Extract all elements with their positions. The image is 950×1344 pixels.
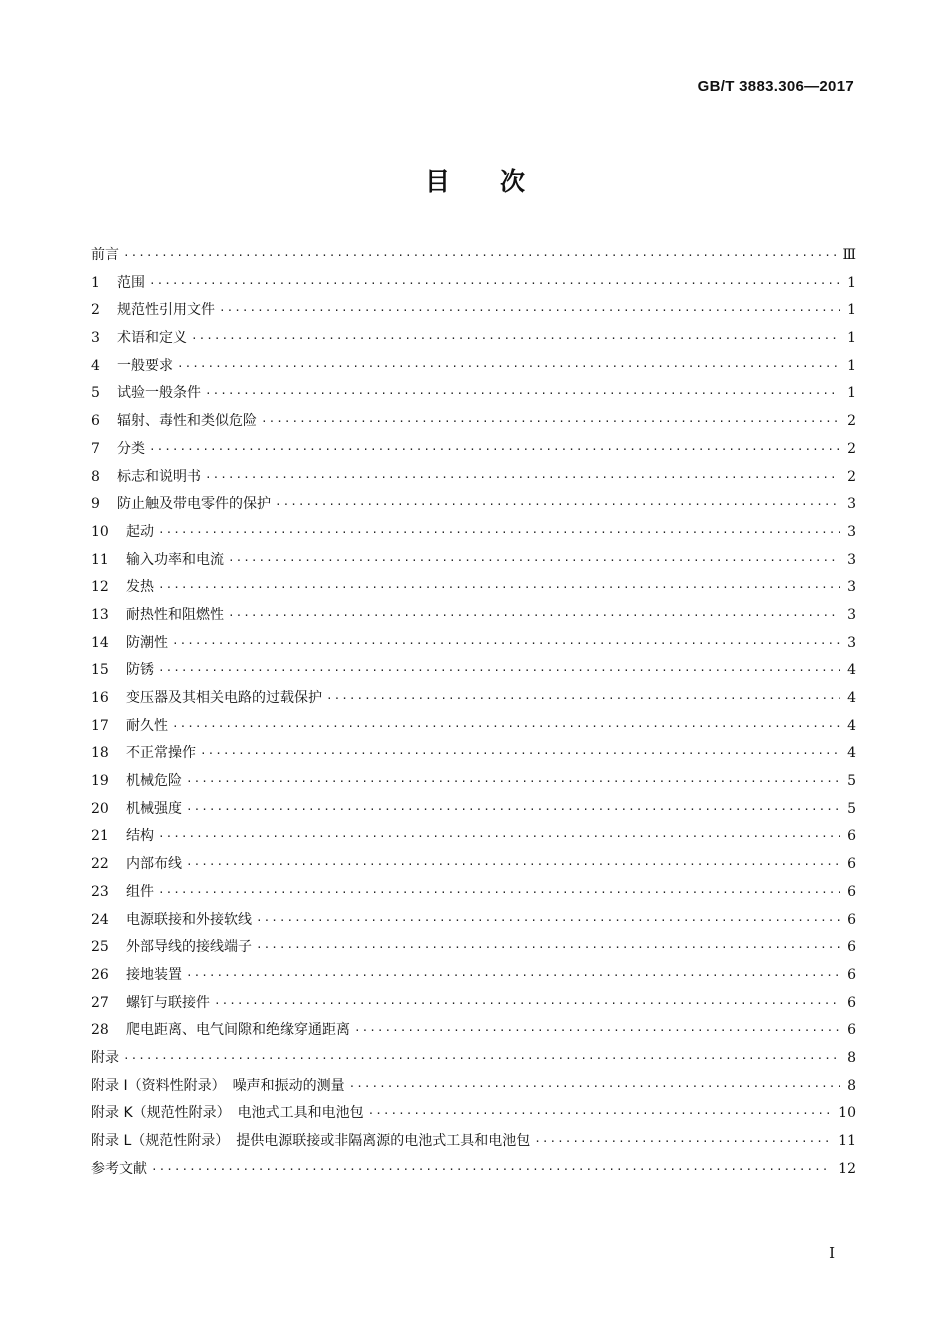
toc-entry-page: 1 bbox=[847, 302, 856, 319]
toc-entry-number: 20 bbox=[91, 800, 109, 817]
toc-entry[interactable] bbox=[91, 547, 856, 575]
toc-entry-title: 辐射、毒性和类似危险 bbox=[117, 413, 257, 430]
toc-entry-number: 9 bbox=[91, 496, 100, 513]
toc-entry-page: 4 bbox=[847, 717, 856, 734]
toc-entry-number: 17 bbox=[91, 717, 109, 734]
toc-entry-number: 10 bbox=[91, 523, 109, 540]
toc-entry-number: 19 bbox=[91, 773, 109, 790]
toc-entry-number: 23 bbox=[91, 883, 109, 900]
toc-leader-dots bbox=[205, 380, 840, 408]
toc-entry-number: 6 bbox=[91, 413, 100, 430]
toc-entry-page: 5 bbox=[847, 800, 856, 817]
toc-entry-title: 附录 bbox=[91, 1049, 119, 1066]
toc-entry-title: 附录 I（资料性附录） 噪声和振动的测量 bbox=[91, 1077, 345, 1094]
toc-entry-number: 22 bbox=[91, 856, 109, 873]
toc-entry-number: 21 bbox=[91, 828, 109, 845]
toc-entry-title: 规范性引用文件 bbox=[117, 302, 215, 319]
toc-leader-dots bbox=[158, 879, 840, 907]
page-number: I bbox=[829, 1244, 835, 1262]
toc-leader-dots bbox=[354, 1017, 840, 1045]
toc-leader-dots bbox=[256, 907, 840, 935]
toc-entry-number: 12 bbox=[91, 579, 109, 596]
toc-entry-title: 爬电距离、电气间隙和绝缘穿通距离 bbox=[126, 1022, 350, 1039]
toc-entry-title: 电源联接和外接软线 bbox=[126, 911, 252, 928]
standard-code: GB/T 3883.306—2017 bbox=[697, 78, 854, 95]
toc-entry-title: 附录 L（规范性附录） 提供电源联接或非隔离源的电池式工具和电池包 bbox=[91, 1133, 531, 1149]
toc-entry-page: 1 bbox=[847, 274, 856, 291]
toc-entry[interactable] bbox=[91, 934, 856, 962]
toc-entry-title: 防锈 bbox=[126, 662, 154, 679]
page-title: 目次 bbox=[424, 167, 575, 196]
toc-entry-title: 附录 K（规范性附录） 电池式工具和电池包 bbox=[91, 1105, 364, 1122]
toc-entry[interactable] bbox=[91, 768, 856, 796]
toc-entry-number: 1 bbox=[91, 274, 100, 291]
toc-entry[interactable] bbox=[91, 270, 856, 298]
toc-entry[interactable] bbox=[91, 519, 856, 547]
toc-entry-number: 16 bbox=[91, 690, 109, 706]
toc-entry-title: 机械危险 bbox=[126, 773, 182, 790]
toc-entry-title: 组件 bbox=[126, 883, 154, 900]
toc-leader-dots bbox=[172, 630, 840, 658]
toc-entry-title: 内部布线 bbox=[126, 856, 182, 873]
toc-entry[interactable] bbox=[91, 491, 856, 519]
toc-entry-page: 8 bbox=[847, 1077, 856, 1094]
toc-entry[interactable] bbox=[91, 713, 856, 741]
toc-entry[interactable] bbox=[91, 851, 856, 879]
toc-leader-dots bbox=[158, 657, 840, 685]
toc-entry-title: 结构 bbox=[126, 828, 154, 845]
toc-entry[interactable] bbox=[91, 907, 856, 935]
toc-entry-number: 28 bbox=[91, 1022, 109, 1039]
toc-leader-dots bbox=[158, 823, 840, 851]
toc-entry[interactable] bbox=[91, 879, 856, 907]
toc-entry-page: 6 bbox=[847, 883, 856, 900]
toc-leader-dots bbox=[200, 740, 840, 768]
toc-entry[interactable] bbox=[91, 464, 856, 492]
toc-entry-page: 6 bbox=[847, 856, 856, 873]
toc-entry-page: 3 bbox=[847, 606, 856, 623]
toc-entry[interactable] bbox=[91, 796, 856, 824]
toc-entry-page: 1 bbox=[847, 357, 856, 374]
toc-entry-title: 防潮性 bbox=[126, 634, 168, 651]
toc-entry-number: 26 bbox=[91, 966, 109, 983]
toc-entry-title: 起动 bbox=[126, 523, 154, 540]
toc-entry-page: 5 bbox=[847, 773, 856, 790]
toc-entry[interactable] bbox=[91, 380, 856, 408]
toc-leader-dots bbox=[158, 519, 840, 547]
toc-entry[interactable] bbox=[91, 990, 856, 1018]
toc-entry-page: 4 bbox=[847, 745, 856, 762]
toc-entry-title: 输入功率和电流 bbox=[126, 551, 224, 568]
toc-entry-number: 4 bbox=[91, 357, 100, 374]
toc-leader-dots bbox=[149, 270, 840, 298]
toc-leader-dots bbox=[186, 768, 840, 796]
toc-entry-page: 10 bbox=[838, 1105, 856, 1122]
toc-entry[interactable] bbox=[91, 242, 856, 270]
toc-entry-title: 防止触及带电零件的保护 bbox=[117, 496, 271, 513]
toc-entry-page: 2 bbox=[847, 413, 856, 430]
toc-entry-page: 6 bbox=[847, 911, 856, 928]
toc-entry-title: 接地装置 bbox=[126, 966, 182, 983]
toc-entry[interactable] bbox=[91, 1073, 856, 1101]
toc-entry-title: 不正常操作 bbox=[126, 745, 196, 762]
toc-entry-title: 发热 bbox=[126, 579, 154, 596]
toc-entry-page: 4 bbox=[847, 690, 856, 706]
toc-entry-number: 15 bbox=[91, 662, 109, 679]
toc-entry[interactable] bbox=[91, 325, 856, 353]
toc-entry-number: 27 bbox=[91, 994, 109, 1011]
toc-leader-dots bbox=[349, 1073, 840, 1101]
toc-entry-page: 1 bbox=[847, 385, 856, 402]
toc-entry[interactable] bbox=[91, 1045, 856, 1073]
toc-entry-title: 范围 bbox=[117, 274, 145, 291]
toc-leader-dots bbox=[149, 436, 840, 464]
toc-entry[interactable] bbox=[91, 740, 856, 768]
toc-entry[interactable] bbox=[91, 657, 856, 685]
toc-entry-page: 6 bbox=[847, 939, 856, 956]
toc-entry-title: 机械强度 bbox=[126, 800, 182, 817]
toc-entry-title: 耐热性和阻燃性 bbox=[126, 606, 224, 623]
toc-leader-dots bbox=[123, 1045, 840, 1073]
toc-entry-page: 1 bbox=[847, 330, 856, 347]
toc-entry-page: 6 bbox=[847, 828, 856, 845]
toc-leader-dots bbox=[261, 408, 840, 436]
toc-entry-page: 6 bbox=[847, 994, 856, 1011]
toc-leader-dots bbox=[368, 1100, 833, 1128]
toc-entry-title: 前言 bbox=[91, 247, 119, 263]
toc-entry-number: 5 bbox=[91, 385, 100, 402]
toc-leader-dots bbox=[205, 464, 840, 492]
toc-leader-dots bbox=[123, 242, 836, 270]
toc-entry-title: 试验一般条件 bbox=[117, 385, 201, 402]
toc-entry-number: 13 bbox=[91, 606, 109, 623]
toc-entry-page: 4 bbox=[847, 662, 856, 679]
toc-leader-dots bbox=[256, 934, 840, 962]
toc-entry-title: 耐久性 bbox=[126, 717, 168, 734]
toc-entry[interactable] bbox=[91, 602, 856, 630]
toc-entry[interactable] bbox=[91, 962, 856, 990]
toc-entry-title: 一般要求 bbox=[117, 357, 173, 374]
toc-entry-number: 14 bbox=[91, 634, 109, 651]
toc-entry-page: 11 bbox=[838, 1133, 856, 1149]
toc-entry[interactable] bbox=[91, 685, 856, 713]
toc-leader-dots bbox=[172, 713, 840, 741]
toc-leader-dots bbox=[219, 297, 840, 325]
toc-leader-dots bbox=[275, 491, 840, 519]
toc-leader-dots bbox=[177, 353, 840, 381]
toc-entry-page: 3 bbox=[847, 634, 856, 651]
toc-entry-number: 2 bbox=[91, 302, 100, 319]
toc-entry-page: 12 bbox=[838, 1160, 856, 1177]
toc-entry-number: 3 bbox=[91, 330, 100, 347]
toc-entry-page: 2 bbox=[847, 440, 856, 457]
toc-entry-page: 2 bbox=[847, 468, 856, 485]
toc-entry-title: 参考文献 bbox=[91, 1160, 147, 1177]
toc-entry-number: 11 bbox=[91, 551, 109, 568]
toc-leader-dots bbox=[214, 990, 840, 1018]
toc-entry-number: 7 bbox=[91, 440, 100, 457]
toc-leader-dots bbox=[191, 325, 840, 353]
toc-entry-title: 螺钉与联接件 bbox=[126, 994, 210, 1011]
toc-entry-title: 术语和定义 bbox=[117, 330, 187, 347]
toc-entry-page: 6 bbox=[847, 1022, 856, 1039]
toc-entry[interactable] bbox=[91, 436, 856, 464]
toc-entry-number: 25 bbox=[91, 939, 109, 956]
toc-entry-page: 3 bbox=[847, 523, 856, 540]
toc-entry[interactable] bbox=[91, 297, 856, 325]
toc-leader-dots bbox=[186, 962, 840, 990]
toc-entry-page: 3 bbox=[847, 551, 856, 568]
toc-leader-dots bbox=[534, 1128, 832, 1156]
toc-entry[interactable] bbox=[91, 1017, 856, 1045]
table-of-contents bbox=[91, 242, 856, 1183]
toc-entry[interactable] bbox=[91, 1128, 856, 1156]
toc-entry[interactable] bbox=[91, 1100, 856, 1128]
toc-entry[interactable] bbox=[91, 408, 856, 436]
toc-entry-page: 6 bbox=[847, 966, 856, 983]
toc-entry-title: 外部导线的接线端子 bbox=[126, 939, 252, 956]
toc-entry-number: 24 bbox=[91, 911, 109, 928]
toc-leader-dots bbox=[186, 851, 840, 879]
toc-entry-page: 3 bbox=[847, 579, 856, 596]
toc-entry[interactable] bbox=[91, 353, 856, 381]
toc-leader-dots bbox=[326, 685, 840, 713]
toc-entry[interactable] bbox=[91, 823, 856, 851]
toc-entry-number: 18 bbox=[91, 745, 109, 762]
toc-entry[interactable] bbox=[91, 630, 856, 658]
toc-entry-title: 分类 bbox=[117, 440, 145, 457]
toc-leader-dots bbox=[186, 796, 840, 824]
toc-entry-page: 8 bbox=[847, 1049, 856, 1066]
toc-leader-dots bbox=[228, 547, 840, 575]
toc-entry-title: 标志和说明书 bbox=[117, 468, 201, 485]
toc-entry[interactable] bbox=[91, 574, 856, 602]
toc-entry-page: Ⅲ bbox=[842, 247, 856, 263]
toc-entry-number: 8 bbox=[91, 468, 100, 485]
toc-leader-dots bbox=[228, 602, 840, 630]
toc-leader-dots bbox=[151, 1156, 832, 1184]
toc-entry[interactable] bbox=[91, 1156, 856, 1184]
toc-entry-title: 变压器及其相关电路的过载保护 bbox=[126, 690, 322, 706]
toc-leader-dots bbox=[158, 574, 840, 602]
toc-entry-page: 3 bbox=[847, 496, 856, 513]
